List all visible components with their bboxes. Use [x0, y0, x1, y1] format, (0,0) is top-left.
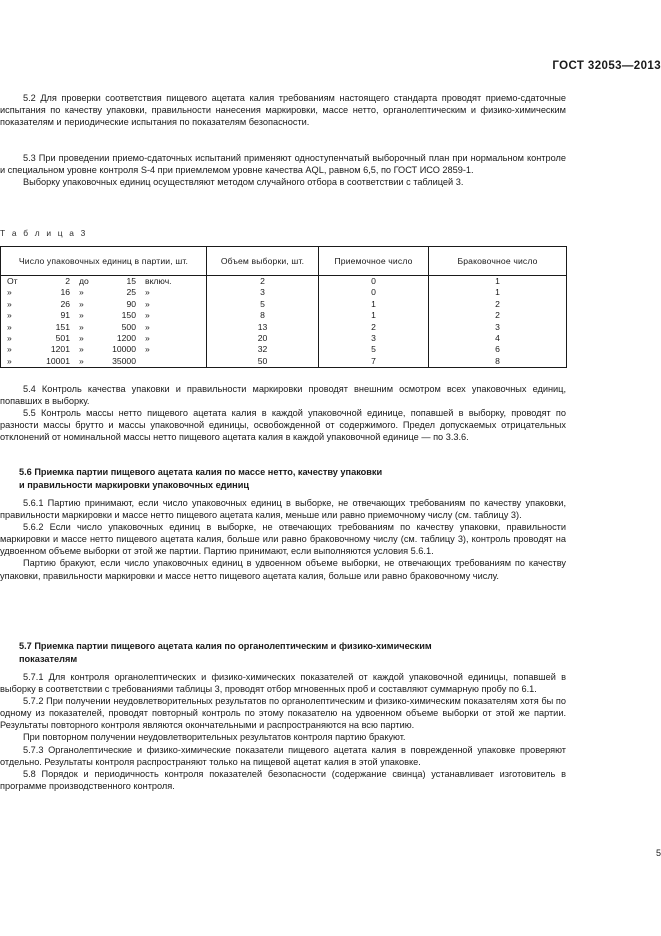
- lot-size-column: [1, 276, 207, 368]
- paragraph-5-8: 5.8 Порядок и периодичность контроля показателей безопасности (содержание свинца) устанавливает изготовитель в программе производственного контроля.: [0, 768, 566, 791]
- table-row: [1, 344, 206, 355]
- paragraph-5-7-1-block: [0, 671, 566, 792]
- acceptance-number-value: 5: [371, 344, 376, 355]
- range-to-value: 500: [121, 321, 136, 332]
- paragraph-5-2: 5.2 Для проверки соответствия пищевого ацетата калия требованиям настоящего стандарта проводят приемо-сдаточные испытания по качеству упаковки, правильности нанесения маркировки, массе нетто, органолептическим и физико-химическим показателям и периодические испытания по показателям безопасности.: [0, 93, 566, 128]
- rejection-number-value: 2: [495, 298, 500, 309]
- range-inclusive-word: »: [145, 298, 150, 309]
- sample-size-value: 20: [257, 333, 268, 344]
- paragraph-5-3-sampling: Выборку упаковочных единиц осуществляют методом случайного отбора в соответствии с таблицей 3.: [23, 177, 464, 188]
- heading-5-6-line-1: 5.6 Приемка партии пищевого ацетата калия по массе нетто, качеству упаковки: [19, 467, 383, 477]
- heading-5-6: [0, 466, 566, 492]
- range-inclusive-word: »: [145, 333, 150, 344]
- page-number: 5: [655, 848, 661, 858]
- range-from-word: »: [7, 310, 12, 321]
- table-row: [1, 322, 206, 333]
- range-inclusive-word: [139, 356, 167, 367]
- heading-5-7-line-1: 5.7 Приемка партии пищевого ацетата калия по органолептическим и физико-химическим: [19, 641, 432, 651]
- heading-5-6-line-2: и правильности маркировки упаковочных единиц: [19, 480, 250, 491]
- range-to-word: »: [79, 287, 84, 298]
- range-to-word: »: [79, 310, 84, 321]
- paragraph-5-7-2: 5.7.2 При получении неудовлетворительных результатов по органолептическим и физико-химическим показателям хотя бы по одному из показателей, проводят повторный контроль по этому показателю на удвоенном объеме выборки от этой же партии. Результаты повторного контроля являются окончательными и распространяются на всю партию.: [0, 696, 566, 731]
- range-to-value: 90: [126, 298, 136, 309]
- paragraph-5-6-2-reject: Партию бракуют, если число упаковочных единиц в удвоенном объеме выборки, не отвечающих требованиям по качеству упаковки, правильности маркировки и массе нетто пищевого ацетата калия, больше или равно браковочному числу.: [0, 558, 566, 581]
- acceptance-number-value: 3: [371, 333, 376, 344]
- range-from-word: »: [7, 287, 12, 298]
- range-inclusive-word: »: [145, 321, 150, 332]
- table-caption: Т а б л и ц а 3: [0, 228, 88, 238]
- paragraph-5-4-block: [0, 383, 566, 443]
- acceptance-number-value: 0: [371, 287, 376, 298]
- sample-size-value: 50: [257, 355, 268, 366]
- table-row: [1, 333, 206, 344]
- range-to-word: »: [79, 355, 84, 366]
- acceptance-number-values: [319, 276, 428, 367]
- acceptance-number-value: 1: [371, 298, 376, 309]
- column-header-lot-size: Число упаковочных единиц в партии, шт.: [1, 247, 207, 276]
- range-from-word: »: [7, 321, 12, 332]
- rejection-number-value: 2: [495, 310, 500, 321]
- acceptance-number-value: 1: [371, 310, 376, 321]
- rejection-number-value: 6: [495, 344, 500, 355]
- table-row: [1, 276, 206, 287]
- range-from-word: »: [7, 333, 12, 344]
- paragraph-5-6-2: 5.6.2 Если число упаковочных единиц в выборке, не отвечающих требованиям по качеству упаковки, правильности маркировки и массе нетто пищевого ацетата калия, больше или равно браковочному числу (см. таблицу 3), контроль проводят на удвоенном объеме выборки от этой же партии. Партию принимают, если выполняются условия 5.6.1.: [0, 522, 566, 557]
- rejection-number-value: 1: [495, 276, 500, 287]
- paragraph-5-2-block: [0, 92, 566, 128]
- range-from-word: »: [7, 298, 12, 309]
- table-header-row: [1, 247, 567, 276]
- acceptance-number-value: 2: [371, 321, 376, 332]
- table-row: [1, 356, 206, 367]
- range-from-word: »: [7, 355, 12, 366]
- range-to-value: 150: [121, 310, 136, 321]
- range-from-value: 2: [65, 276, 70, 286]
- rejection-number-value: 4: [495, 333, 500, 344]
- document-header: ГОСТ 32053—2013: [552, 60, 661, 72]
- paragraph-5-3: 5.3 При проведении приемо-сдаточных испытаний применяют одноступенчатый выборочный план при нормальном контроле и специальном уровне контроля S-4 при приемлемом уровне качества AQL, равном 6,5, по ГОСТ ИСО 2859-1.: [0, 153, 566, 176]
- paragraph-5-6-1: 5.6.1 Партию принимают, если число упаковочных единиц в выборке, не отвечающих требованиям по качеству упаковки, правильности маркировки и массе нетто пищевого ацетата калия, меньше или равно приемочному числу (см. таблицу 3).: [0, 498, 566, 521]
- range-inclusive-word: »: [145, 310, 150, 321]
- paragraph-5-7-2-reject: При повторном получении неудовлетворительных результатов контроля партию бракуют.: [23, 732, 406, 743]
- table-row: [1, 287, 206, 298]
- sample-size-column: [207, 276, 319, 368]
- range-from-value: 501: [55, 333, 70, 344]
- paragraph-5-3-block: [0, 152, 566, 188]
- paragraph-5-7-3: 5.7.3 Органолептические и физико-химические показатели пищевого ацетата калия в поврежденной упаковке проверяют отдельно. Результаты контроля распространяют только на пищевой ацетат калия в этой упаковке.: [0, 744, 566, 767]
- range-from-value: 91: [60, 310, 70, 321]
- range-to-value: 25: [126, 287, 136, 298]
- rejection-number-value: 3: [495, 321, 500, 332]
- sample-size-value: 3: [260, 287, 265, 298]
- rejection-number-values: [429, 276, 566, 367]
- range-from-value: 151: [55, 321, 70, 332]
- range-to-word: »: [79, 344, 84, 355]
- range-to-value: 1200: [116, 333, 136, 344]
- table-3-wrapper: [0, 246, 566, 368]
- range-inclusive-word: »: [145, 344, 150, 355]
- range-inclusive-word: »: [145, 287, 150, 298]
- sample-size-value: 32: [257, 344, 268, 355]
- range-to-value: 10000: [112, 344, 136, 355]
- paragraph-5-6-1-block: [0, 497, 566, 582]
- rejection-number-value: 8: [495, 355, 500, 366]
- range-from-value: 26: [60, 298, 70, 309]
- column-header-sample-size: Объем выборки, шт.: [207, 247, 319, 276]
- rejection-number-column: [429, 276, 567, 368]
- sample-size-value: 13: [257, 321, 268, 332]
- range-to-word: »: [79, 321, 84, 332]
- range-to-word: до: [79, 276, 89, 286]
- range-to-word: »: [79, 333, 84, 344]
- range-from-word: »: [7, 344, 12, 355]
- heading-5-7: [0, 640, 566, 666]
- sample-size-values: [207, 276, 318, 367]
- heading-5-7-line-2: показателям: [19, 654, 78, 665]
- table-row: [1, 299, 206, 310]
- range-from-value: 10001: [46, 355, 70, 366]
- acceptance-number-column: [319, 276, 429, 368]
- range-from-value: 1201: [50, 344, 70, 355]
- range-inclusive-word: включ.: [145, 276, 172, 286]
- sample-size-value: 8: [260, 310, 265, 321]
- range-to-value: 15: [126, 276, 136, 286]
- acceptance-number-value: 0: [371, 276, 376, 287]
- table-body-row: [1, 276, 567, 368]
- range-to-word: »: [79, 298, 84, 309]
- paragraph-5-7-1: 5.7.1 Для контроля органолептических и физико-химических показателей от каждой упаковочной единицы, попавшей в выборку в соответствии с требованиями таблицы 3, проводят отбор мгновенных проб и составляют суммарную пробу по 6.1.: [0, 672, 566, 695]
- rejection-number-value: 1: [495, 287, 500, 298]
- column-header-rejection-number: Браковочное число: [429, 247, 567, 276]
- table-row: [1, 310, 206, 321]
- sample-size-value: 5: [260, 298, 265, 309]
- paragraph-5-5: 5.5 Контроль массы нетто пищевого ацетата калия в каждой упаковочной единице, попавшей в выборку, проводят по разности массы брутто и массы упаковочной единицы, освобожденной от содержимого. Предел допускаемых отрицательных отклонений от номинальной массы нетто пищевого ацетата калия в каждой упаковочной единице — по 3.3.6.: [0, 408, 566, 443]
- range-to-value: 35000: [112, 355, 136, 366]
- range-from-value: 16: [60, 287, 70, 298]
- range-from-word: От: [7, 276, 18, 286]
- table-3: [0, 246, 567, 368]
- sample-size-value: 2: [260, 276, 265, 287]
- acceptance-number-value: 7: [371, 355, 376, 366]
- column-header-acceptance-number: Приемочное число: [319, 247, 429, 276]
- paragraph-5-4: 5.4 Контроль качества упаковки и правильности маркировки проводят внешним осмотром всех упаковочных единиц, попавших в выборку.: [0, 384, 566, 407]
